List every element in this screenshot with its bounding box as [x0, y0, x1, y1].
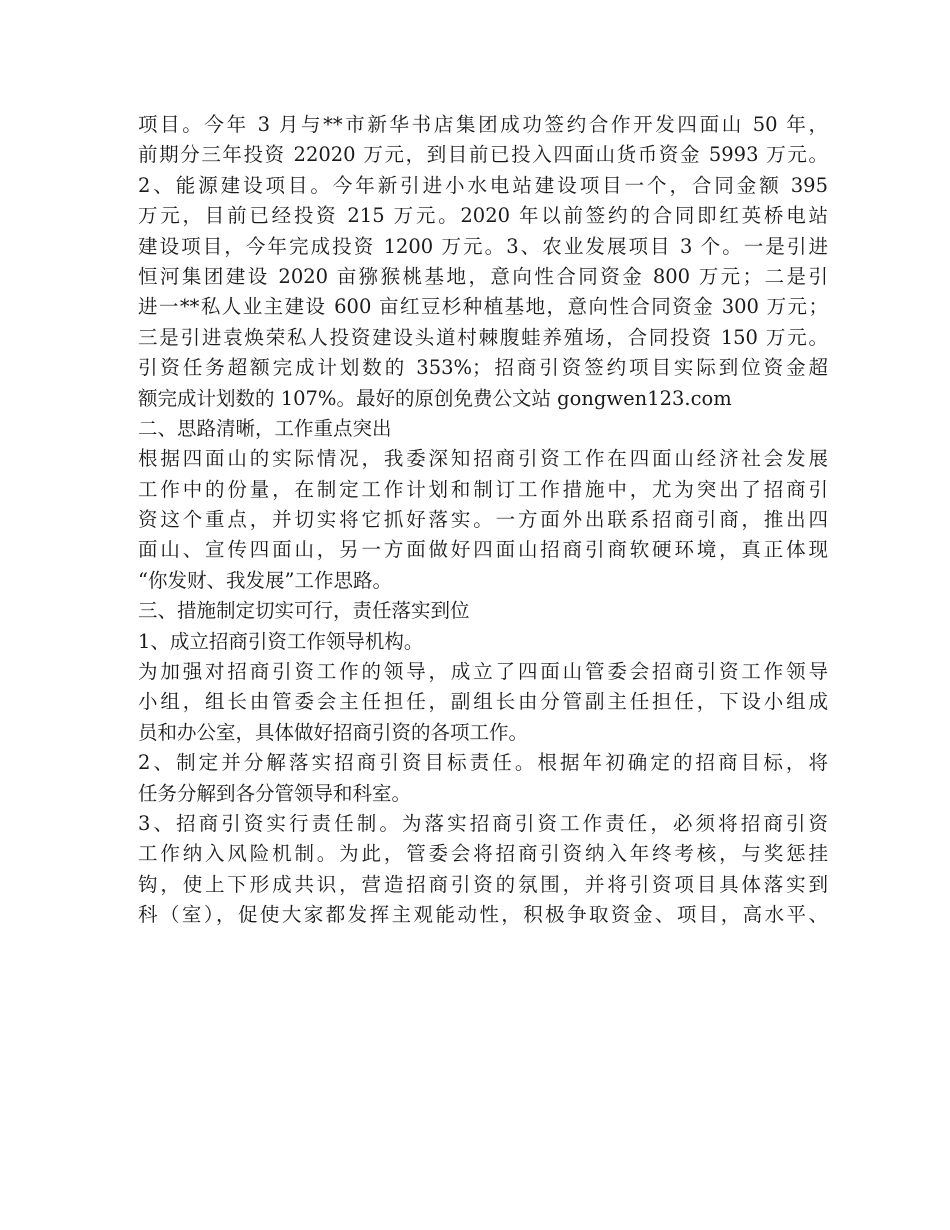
text-line: 资这个重点，并切实将它抓好落实。一方面外出联系招商引商，推出四	[138, 508, 828, 532]
text-line: 项目。今年 3 月与**市新华书店集团成功签约合作开发四面山 50 年，	[138, 113, 828, 136]
text-line: 小组，组长由管委会主任担任，副组长由分管副主任担任，下设小组成	[138, 690, 828, 714]
text-line: 三是引进袁焕荣私人投资建设头道村棘腹蛙养殖场，合同投资 150 万元。	[138, 325, 828, 349]
text-line: 3、招商引资实行责任制。为落实招商引资工作责任，必须将招商引资	[138, 811, 828, 835]
text-line: 三、措施制定切实可行，责任落实到位	[138, 599, 470, 623]
text-line: 工作中的份量，在制定工作计划和制订工作措施中，尤为突出了招商引	[138, 477, 828, 501]
text-line: 1、成立招商引资工作领导机构。	[138, 629, 424, 653]
text-line: 二、思路清晰，工作重点突出	[138, 416, 392, 440]
text-line: 进一**私人业主建设 600 亩红豆杉种植基地，意向性合同资金 300 万元；	[138, 295, 828, 319]
text-line: 额完成计划数的 107%。最好的原创免费公文站 gongwen123.com	[138, 386, 732, 410]
text-line: 2、制定并分解落实招商引资目标责任。根据年初确定的招商目标，将	[138, 751, 828, 775]
text-line: 建设项目，今年完成投资 1200 万元。3、农业发展项目 3 个。一是引进	[138, 234, 828, 258]
text-line: 万元，目前已经投资 215 万元。2020 年以前签约的合同即红英桥电站	[138, 204, 828, 228]
text-line: 恒河集团建设 2020 亩猕猴桃基地，意向性合同资金 800 万元；二是引	[138, 264, 828, 288]
text-line: 根据四面山的实际情况，我委深知招商引资工作在四面山经济社会发展	[138, 447, 828, 471]
text-line: 钩，使上下形成共识，营造招商引资的氛围，并将引资项目具体落实到	[138, 872, 828, 896]
text-line: 为加强对招商引资工作的领导，成立了四面山管委会招商引资工作领导	[138, 660, 828, 684]
text-line: 引资任务超额完成计划数的 353%；招商引资签约项目实际到位资金超	[138, 356, 828, 380]
text-line: 面山、宣传四面山，另一方面做好四面山招商引商软硬环境，真正体现	[138, 538, 828, 562]
text-line: 2、能源建设项目。今年新引进小水电站建设项目一个，合同金额 395	[138, 173, 828, 197]
text-line: 员和办公室，具体做好招商引资的各项工作。	[138, 720, 529, 744]
text-line: 前期分三年投资 22020 万元，到目前已投入四面山货币资金 5993 万元。	[138, 143, 828, 167]
text-line: “你发财、我发展”工作思路。	[138, 568, 392, 592]
text-line: 科（室），促使大家都发挥主观能动性，积极争取资金、项目，高水平、	[138, 903, 828, 927]
document-body	[138, 110, 828, 931]
text-line: 工作纳入风险机制。为此，管委会将招商引资纳入年终考核，与奖惩挂	[138, 842, 828, 866]
text-line: 任务分解到各分管领导和科室。	[138, 781, 412, 805]
